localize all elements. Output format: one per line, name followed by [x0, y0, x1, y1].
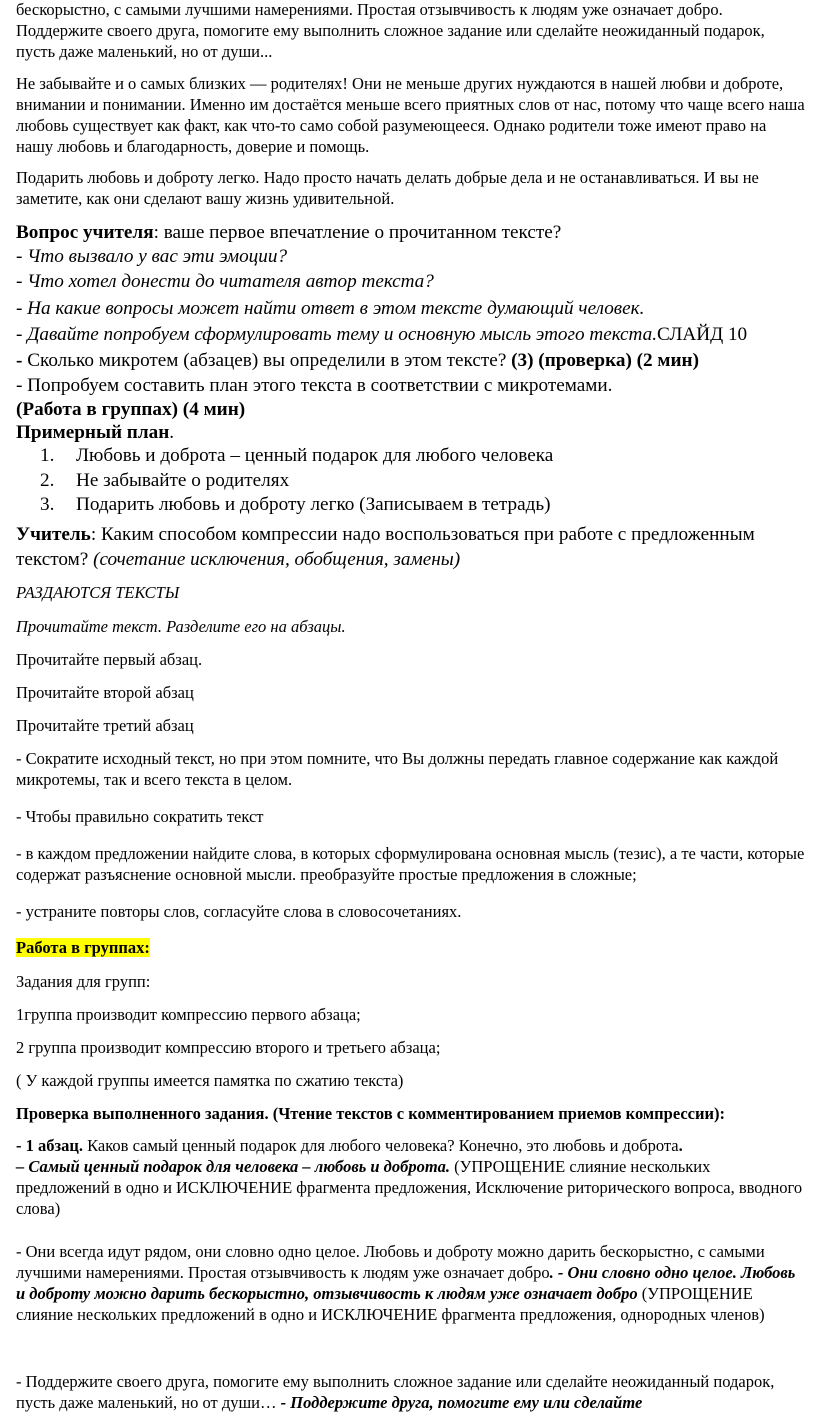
- group-work-label: [16, 398, 806, 423]
- to-shorten-instruction: - Чтобы правильно сократить текст: [16, 807, 264, 826]
- slide-label: СЛАЙД 10: [657, 324, 748, 345]
- teacher-question-body: : Каким способом компрессии надо воспользоваться при работе с предложенным текстом?: [16, 524, 755, 570]
- group-work-heading: [16, 937, 806, 958]
- group-memo: ( У каждой группы имеется памятка по сжатию текста): [16, 1071, 404, 1090]
- paragraph-2-original: - Они всегда идут рядом, они словно одно целое. Любовь и доброту можно дарить бескорыстно, с самыми лучшими намерениями. Простая отзывчивость к людям уже означает добро: [16, 1242, 765, 1282]
- list-item-number: 3.: [40, 494, 55, 515]
- question-microthemes-text: Сколько микротем (абзацев) вы определили в этом тексте?: [27, 350, 512, 371]
- group-work-highlight: Работа в группах:: [16, 938, 150, 957]
- handout-text: РАЗДАЮТСЯ ТЕКСТЫ: [16, 583, 180, 602]
- find-words-instruction: - в каждом предложении найдите слова, в которых сформулирована основная мысль (тезис), а те части, которые содержат разъяснение основной мысли. преобразуйте простые предложения в сложные;: [16, 844, 805, 884]
- list-item: [40, 469, 553, 494]
- question-microthemes-dash: -: [16, 350, 28, 371]
- question-thinking-reader-text: - На какие вопросы может найти ответ в этом тексте думающий человек.: [16, 298, 645, 319]
- list-item-text: Не забывайте о родителях: [76, 469, 290, 491]
- paragraph-2-compressed: . - Они словно одно целое. Любовь и доброту можно дарить бескорыстно, отзывчивость к людям уже означает добро: [16, 1263, 796, 1303]
- list-item-number: 2.: [40, 469, 55, 491]
- plan-heading-dot: .: [169, 422, 175, 443]
- text-paragraph-1: бескорыстно, с самыми лучшими намерениями. Простая отзывчивость к людям уже означает добро. Поддержите своего друга, помогите ему выполнить сложное задание или сделайте неожиданный подарок, пусть даже маленький, но от души...: [16, 0, 765, 61]
- paragraph-3-compressed: - Поддержите друга, помогите ему или сделайте: [280, 1393, 643, 1412]
- paragraph-1-label: - 1 абзац.: [16, 1136, 84, 1155]
- paragraph-1-analysis: [16, 1135, 806, 1219]
- list-item-number: 1.: [40, 445, 55, 466]
- list-item: [40, 493, 553, 518]
- teacher-question-label: Вопрос учителя: [16, 222, 154, 243]
- plan-list: [40, 444, 553, 518]
- question-emotions-text: - Что вызвало у вас эти эмоции?: [16, 246, 288, 267]
- read-divide-instruction: [16, 616, 806, 637]
- teacher-answer: (сочетание исключения, обобщения, замены): [93, 548, 461, 570]
- paragraph-1-technique: (УПРОЩЕНИЕ слияние нескольких предложений в одно и ИСКЛЮЧЕНИЕ фрагмента предложения, Исключение риторического вопроса, вводного слова): [16, 1157, 803, 1218]
- paragraph-1-original: Каков самый ценный подарок для любого человека? Конечно, это любовь и доброта: [83, 1136, 679, 1155]
- question-microthemes: [16, 349, 806, 374]
- teacher-question-text: : ваше первое впечатление о прочитанном тексте?: [153, 222, 562, 243]
- question-microthemes-answer: (3) (проверка) (2 мин): [511, 350, 699, 371]
- read-second-paragraph: Прочитайте второй абзац: [16, 683, 194, 702]
- check-heading: [16, 1103, 806, 1124]
- paragraph-3-original: - Поддержите своего друга, помогите ему выполнить сложное задание или сделайте неожиданный подарок, пусть даже маленький, но от души…: [16, 1372, 775, 1412]
- paragraph-3-analysis: [16, 1371, 806, 1413]
- list-item-text: Любовь и доброта – ценный подарок для любого человека: [76, 445, 554, 466]
- group-2-task: 2 группа производит компрессию второго и третьего абзаца;: [16, 1038, 441, 1057]
- question-thinking-reader: [16, 297, 806, 322]
- group-1-task: 1группа производит компрессию первого абзаца;: [16, 1005, 361, 1024]
- question-author-intent: [16, 270, 806, 295]
- paragraph-2-analysis: [16, 1241, 806, 1325]
- question-emotions: [16, 245, 806, 270]
- teacher-compression-question: [16, 523, 806, 572]
- question-theme-dash: -: [16, 324, 28, 345]
- question-plan: - Попробуем составить план этого текста в соответствии с микротемами.: [16, 375, 613, 396]
- shorten-instruction: - Сократите исходный текст, но при этом помните, что Вы должны передать главное содержание как каждой микротемы, так и всего текста в целом.: [16, 749, 779, 789]
- handout-note: [16, 582, 806, 603]
- question-theme-text: Давайте попробуем сформулировать тему и основную мысль этого текста.: [27, 324, 658, 345]
- read-divide-text: Прочитайте текст. Разделите его на абзацы.: [16, 617, 346, 636]
- group-tasks-label: Задания для групп:: [16, 972, 151, 991]
- list-item: [40, 444, 553, 469]
- text-paragraph-2: Не забывайте и о самых близких — родителях! Они не меньше других нуждаются в нашей любви и доброте, внимании и понимании. Именно им достаётся меньше всего приятных слов от нас, потому что чаще всего наша любовь существует как факт, как что-то само собой разумеющееся. Однако родители тоже имеют право на нашу любовь и благодарность, доверие и помощь.: [16, 74, 805, 156]
- check-heading-text: Проверка выполненного задания. (Чтение текстов с комментированием приемов компрессии):: [16, 1104, 726, 1123]
- paragraph-1-dot: .: [678, 1136, 683, 1155]
- read-third-paragraph: Прочитайте третий абзац: [16, 716, 194, 735]
- teacher-label: Учитель: [16, 524, 91, 545]
- question-theme: [16, 323, 806, 348]
- question-author-intent-text: - Что хотел донести до читателя автор текста?: [16, 271, 434, 292]
- plan-heading-text: Примерный план: [16, 422, 170, 443]
- remove-repeats-instruction: - устраните повторы слов, согласуйте слова в словосочетаниях.: [16, 902, 462, 921]
- text-paragraph-3: Подарить любовь и доброту легко. Надо просто начать делать добрые дела и не останавливаться. И вы не заметите, как они сделают вашу жизнь удивительной.: [16, 168, 759, 208]
- group-work-text: (Работа в группах) (4 мин): [16, 399, 246, 420]
- list-item-text: Подарить любовь и доброту легко (Записываем в тетрадь): [76, 494, 551, 515]
- read-first-paragraph: Прочитайте первый абзац.: [16, 650, 203, 669]
- teacher-question: [16, 221, 806, 246]
- paragraph-1-compressed: – Самый ценный подарок для человека – любовь и доброта.: [16, 1157, 451, 1176]
- paragraph-2-technique: (УПРОЩЕНИЕ слияние нескольких предложений в одно и ИСКЛЮЧЕНИЕ фрагмента предложения, однородных членов): [16, 1284, 765, 1324]
- plan-heading: [16, 421, 806, 446]
